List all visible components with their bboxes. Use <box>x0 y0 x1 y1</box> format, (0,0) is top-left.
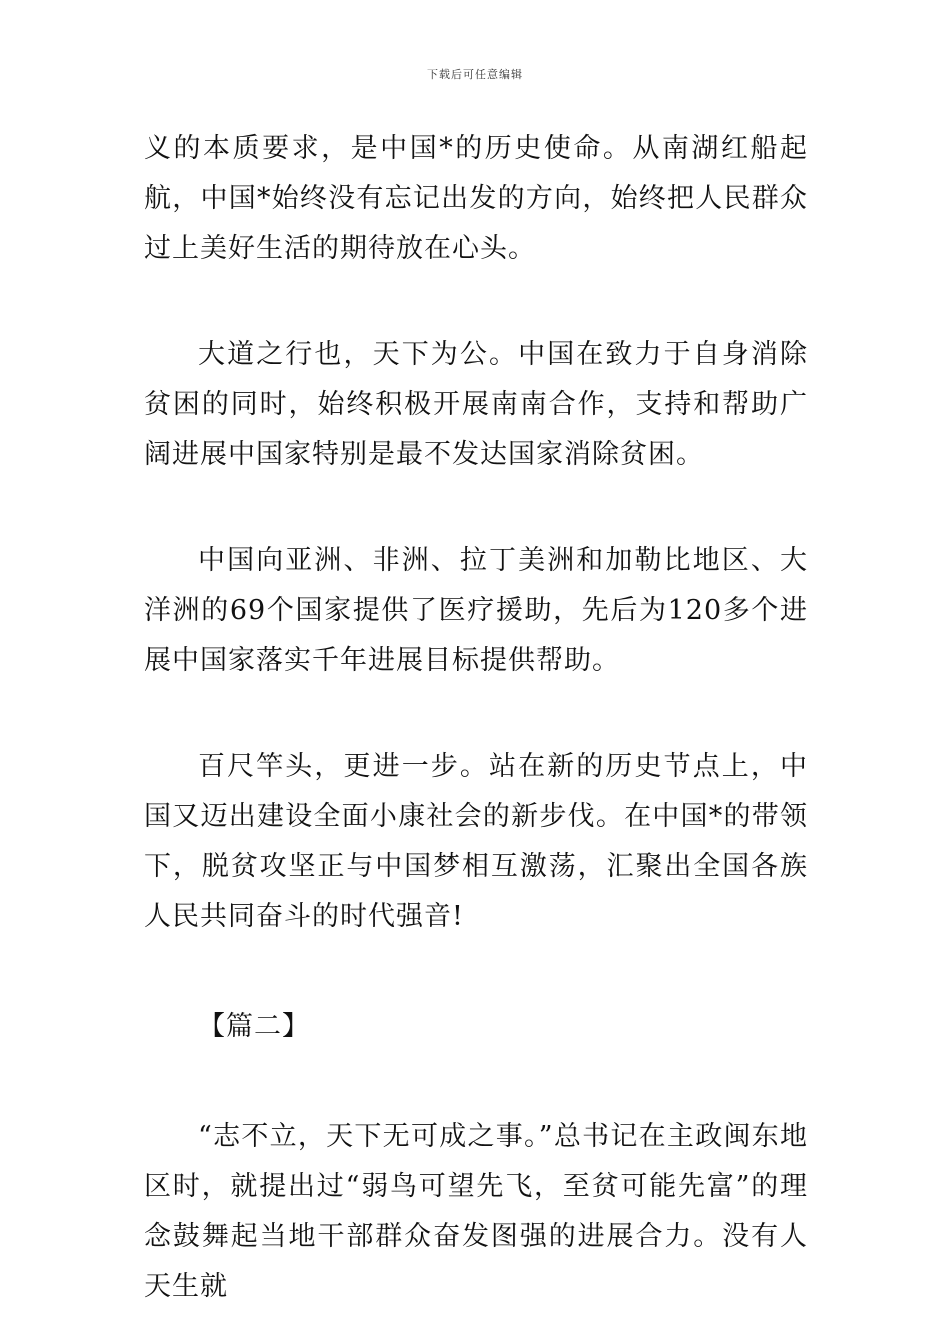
paragraph-spacer <box>144 480 808 536</box>
paragraph-step-forward: 百尺竿头，更进一步。站在新的历史节点上，中国又迈出建设全面小康社会的新步伐。在中国*的带领下，脱贫攻坚正与中国梦相互激荡，汇聚出全国各族人民共同奋斗的时代强音! <box>144 751 808 932</box>
paragraph-spacer <box>144 274 808 330</box>
paragraph-spacer <box>144 686 808 742</box>
document-body <box>144 124 808 1312</box>
page-header-note: 下载后可任意编辑 <box>427 68 523 81</box>
section-heading-part-two: 【篇二】 <box>198 1011 310 1042</box>
paragraph-medical-aid: 中国向亚洲、非洲、拉丁美洲和加勒比地区、大洋洲的69个国家提供了医疗援助，先后为120多个进展中国家落实千年进展目标提供帮助。 <box>144 545 808 676</box>
paragraph-zhi-bu-li: “志不立，天下无可成之事。”总书记在主政闽东地区时，就提出过“弱鸟可望先飞，至贫可能先富”的理念鼓舞起当地干部群众奋发图强的进展合力。没有人天生就 <box>144 1121 808 1302</box>
paragraph-continuation: 义的本质要求，是中国*的历史使命。从南湖红船起航，中国*始终没有忘记出发的方向，始终把人民群众过上美好生活的期待放在心头。 <box>144 133 808 264</box>
paragraph-dadao: 大道之行也，天下为公。中国在致力于自身消除贫困的同时，始终积极开展南南合作，支持和帮助广阔进展中国家特别是最不发达国家消除贫困。 <box>144 339 808 470</box>
paragraph-spacer <box>144 942 808 1002</box>
paragraph-spacer <box>144 1052 808 1112</box>
